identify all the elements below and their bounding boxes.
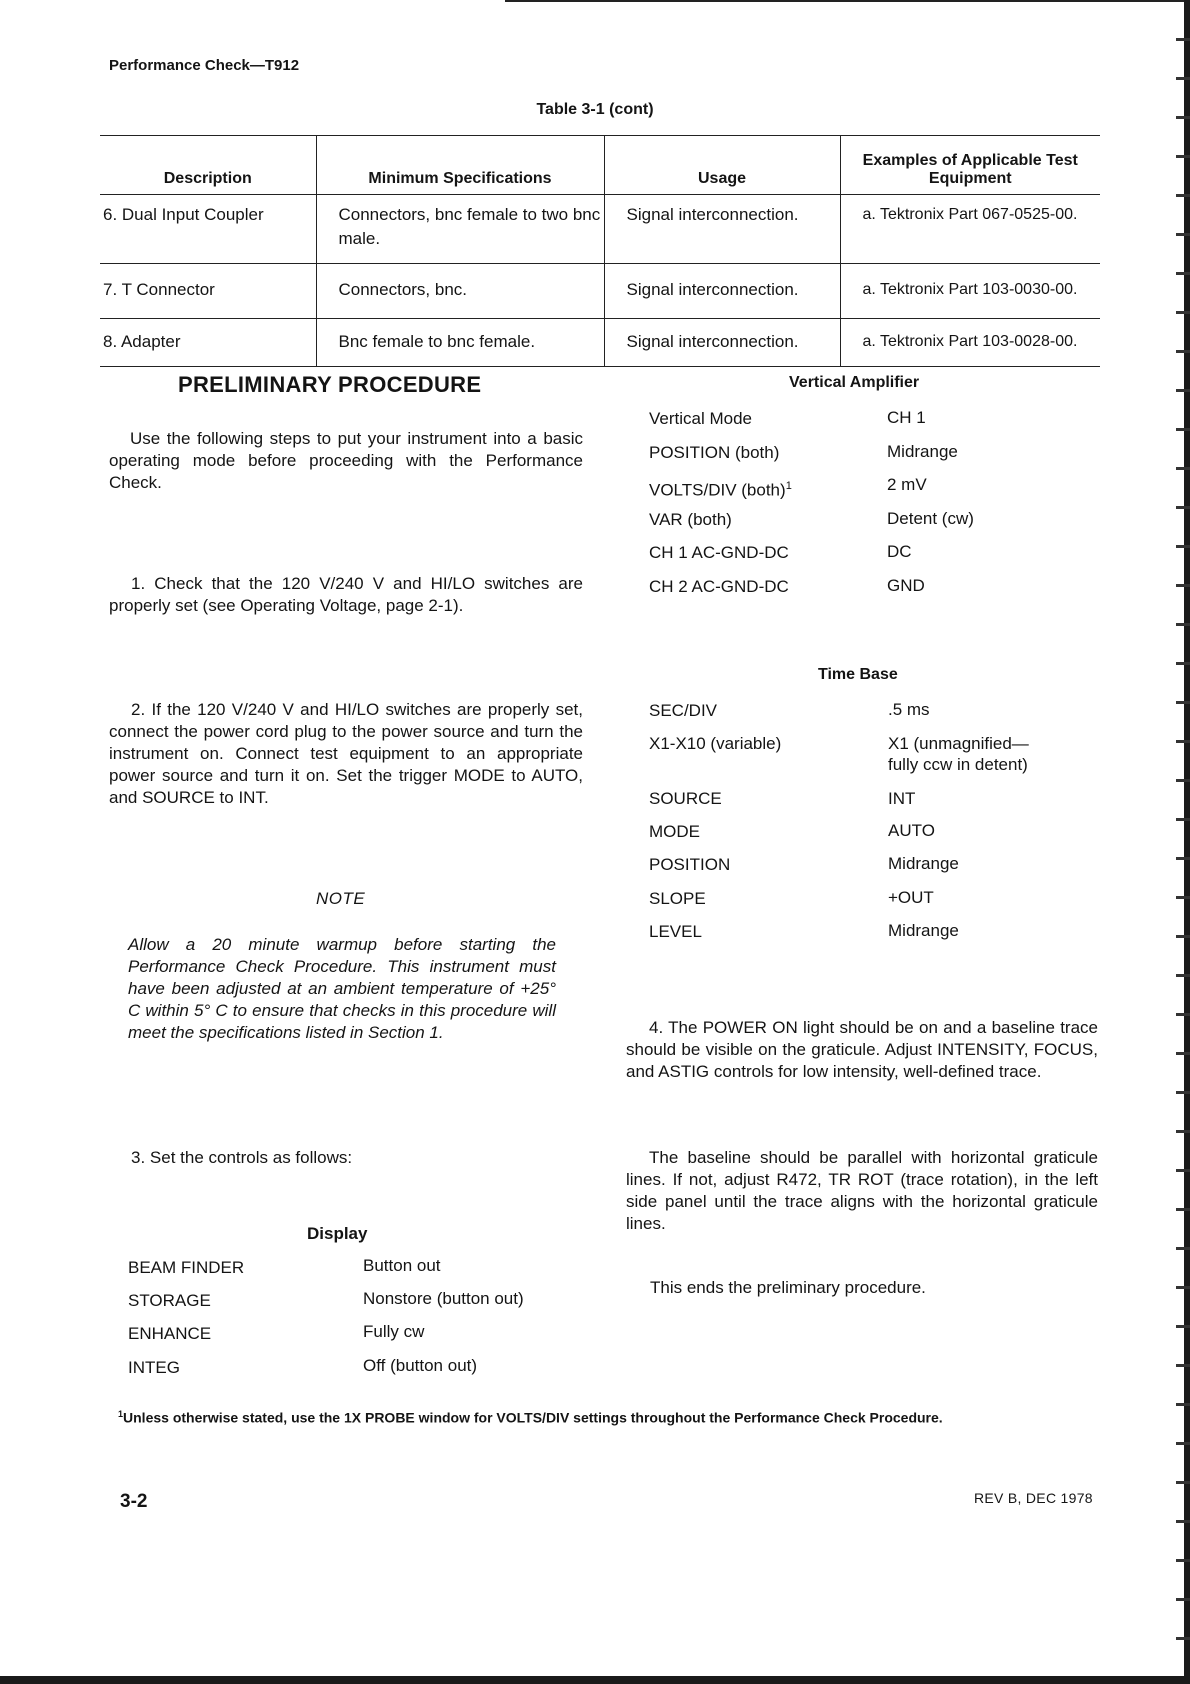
setting-name: CH 2 AC-GND-DC xyxy=(649,577,789,596)
page-number: 3-2 xyxy=(120,1491,148,1512)
setting-name: SEC/DIV xyxy=(649,701,718,720)
scan-bottom-edge xyxy=(0,1676,1190,1684)
table-cell: 7. T Connector xyxy=(100,264,316,319)
binding-tick xyxy=(1176,545,1190,548)
footnote-mark: 1 xyxy=(118,1409,124,1419)
binding-tick xyxy=(1176,1052,1190,1055)
binding-tick xyxy=(1176,896,1190,899)
table-row xyxy=(100,319,1100,367)
setting-name: STORAGE xyxy=(128,1291,211,1310)
setting-value: Fully cw xyxy=(363,1322,425,1341)
binding-tick xyxy=(1176,1169,1190,1172)
table-row xyxy=(100,195,1100,264)
binding-tick xyxy=(1176,1637,1190,1640)
setting-value: Button out xyxy=(363,1256,441,1275)
scan-top-edge xyxy=(505,0,1190,2)
binding-tick xyxy=(1176,701,1190,704)
binding-tick xyxy=(1176,1247,1190,1250)
binding-tick xyxy=(1176,662,1190,665)
setting-name: BEAM FINDER xyxy=(128,1258,245,1277)
binding-tick xyxy=(1176,1208,1190,1211)
binding-tick xyxy=(1176,740,1190,743)
binding-tick xyxy=(1176,974,1190,977)
setting-value: DC xyxy=(887,542,912,561)
binding-tick xyxy=(1176,506,1190,509)
setting-value: Off (button out) xyxy=(363,1356,478,1375)
setting-value: 2 mV xyxy=(887,475,927,494)
footnote-ref: 1 xyxy=(785,480,792,492)
binding-tick xyxy=(1176,779,1190,782)
time-base-title: Time Base xyxy=(818,666,898,683)
binding-tick xyxy=(1176,1325,1190,1328)
binding-tick xyxy=(1176,1130,1190,1133)
step-1: 1. Check that the 120 V/240 V and HI/LO switches are properly set (see Operating Voltage, page 2-1). xyxy=(109,574,583,615)
binding-tick xyxy=(1176,1013,1190,1016)
running-header: Performance Check—T912 xyxy=(109,57,300,74)
setting-value: X1 (unmagnified— xyxy=(888,734,1029,753)
setting-name: VAR (both) xyxy=(649,510,732,529)
binding-tick xyxy=(1176,623,1190,626)
binding-tick xyxy=(1176,311,1190,314)
table-cell: Bnc female to bnc female. xyxy=(316,319,604,367)
intro-paragraph: Use the following steps to put your instrument into a basic operating mode before proceeding with the Performance Check. xyxy=(109,429,583,492)
binding-tick xyxy=(1176,935,1190,938)
setting-value: Midrange xyxy=(888,921,959,940)
binding-tick xyxy=(1176,1559,1190,1562)
table-cell: Signal interconnection. xyxy=(604,264,840,319)
binding-tick xyxy=(1176,1481,1190,1484)
setting-name: LEVEL xyxy=(649,922,702,941)
table-cell: Connectors, bnc. xyxy=(316,264,604,319)
setting-name: MODE xyxy=(649,822,700,841)
column-header: Usage xyxy=(604,136,840,195)
binding-tick xyxy=(1176,1442,1190,1445)
table-cell: a. Tektronix Part 103-0030-00. xyxy=(840,264,1100,319)
footnote xyxy=(118,1409,943,1426)
binding-tick xyxy=(1176,233,1190,236)
setting-value: INT xyxy=(888,789,916,808)
footnote-text: Unless otherwise stated, use the 1X PROBE window for VOLTS/DIV settings throughout the Performance Check Procedure. xyxy=(123,1409,943,1426)
binding-tick xyxy=(1176,1403,1190,1406)
baseline-paragraph: The baseline should be parallel with horizontal graticule lines. If not, adjust R472, TR ROT (trace rotation), in the left side panel until the trace aligns with the horizontal graticule lines. xyxy=(626,1148,1098,1233)
setting-name xyxy=(649,476,792,501)
binding-tick xyxy=(1176,389,1190,392)
binding-tick xyxy=(1176,194,1190,197)
setting-value: CH 1 xyxy=(887,408,926,427)
binding-tick xyxy=(1176,272,1190,275)
binding-tick xyxy=(1176,428,1190,431)
setting-name: SOURCE xyxy=(649,789,722,808)
setting-value: Midrange xyxy=(887,442,958,461)
binding-tick xyxy=(1176,467,1190,470)
setting-value: .5 ms xyxy=(888,700,930,719)
table-title: Table 3-1 (cont) xyxy=(536,101,654,118)
table-cell: Connectors, bnc female to two bnc male. xyxy=(316,195,604,264)
binding-tick xyxy=(1176,1520,1190,1523)
table-cell: a. Tektronix Part 103-0028-00. xyxy=(840,319,1100,367)
note-body: Allow a 20 minute warmup before starting the Performance Check Procedure. This instrument must have been adjusted at an ambient temperature of +25° C within 5° C to ensure that checks in this procedure will meet the specifications listed in Section 1. xyxy=(128,935,556,1042)
binding-tick xyxy=(1176,350,1190,353)
binding-tick xyxy=(1176,818,1190,821)
column-header: Description xyxy=(100,136,316,195)
binding-tick xyxy=(1176,857,1190,860)
section-heading: PRELIMINARY PROCEDURE xyxy=(178,372,482,397)
setting-name: POSITION xyxy=(649,855,731,874)
binding-tick xyxy=(1176,155,1190,158)
column-header: Examples of Applicable Test Equipment xyxy=(840,136,1100,195)
setting-name: ENHANCE xyxy=(128,1324,212,1343)
setting-name: CH 1 AC-GND-DC xyxy=(649,543,789,562)
table-cell: 8. Adapter xyxy=(100,319,316,367)
setting-value: Detent (cw) xyxy=(887,509,974,528)
revision-date: REV B, DEC 1978 xyxy=(974,1490,1093,1506)
step-2: 2. If the 120 V/240 V and HI/LO switches are properly set, connect the power cord plug to the power source and turn the instrument on. Connect test equipment to an appropriate power source and turn it on. Set the trigger MODE to AUTO, and SOURCE to INT. xyxy=(109,700,583,807)
binding-tick xyxy=(1176,584,1190,587)
setting-value: Nonstore (button out) xyxy=(363,1289,524,1308)
closing-sentence: This ends the preliminary procedure. xyxy=(650,1278,926,1297)
setting-value: +OUT xyxy=(888,888,934,907)
table-row xyxy=(100,264,1100,319)
table-cell: 6. Dual Input Coupler xyxy=(100,195,316,264)
setting-name: X1-X10 (variable) xyxy=(649,734,782,753)
step-3: 3. Set the controls as follows: xyxy=(131,1148,353,1167)
setting-value-continued: fully ccw in detent) xyxy=(888,755,1028,774)
table-cell: Signal interconnection. xyxy=(604,195,840,264)
binding-tick xyxy=(1176,38,1190,41)
binding-tick xyxy=(1176,1286,1190,1289)
table-cell: a. Tektronix Part 067-0525-00. xyxy=(840,195,1100,264)
note-title: NOTE xyxy=(316,889,366,908)
display-settings-title: Display xyxy=(307,1224,368,1243)
step-4: 4. The POWER ON light should be on and a baseline trace should be visible on the graticule. Adjust INTENSITY, FOCUS, and ASTIG controls for low intensity, well-defined trace. xyxy=(626,1018,1098,1081)
setting-name: Vertical Mode xyxy=(649,409,752,428)
scan-right-edge xyxy=(1184,0,1190,1684)
binding-tick xyxy=(1176,1598,1190,1601)
vertical-amplifier-title: Vertical Amplifier xyxy=(789,374,920,391)
setting-value: Midrange xyxy=(888,854,959,873)
binding-tick xyxy=(1176,1364,1190,1367)
setting-name-text: VOLTS/DIV (both) xyxy=(649,480,786,500)
column-header: Minimum Specifications xyxy=(316,136,604,195)
setting-name: POSITION (both) xyxy=(649,443,780,462)
binding-tick xyxy=(1176,1091,1190,1094)
setting-value: GND xyxy=(887,576,925,595)
setting-name: INTEG xyxy=(128,1358,180,1377)
setting-name: SLOPE xyxy=(649,889,706,908)
equipment-table xyxy=(100,135,1100,367)
table-cell: Signal interconnection. xyxy=(604,319,840,367)
binding-tick xyxy=(1176,77,1190,80)
setting-value: AUTO xyxy=(888,821,935,840)
